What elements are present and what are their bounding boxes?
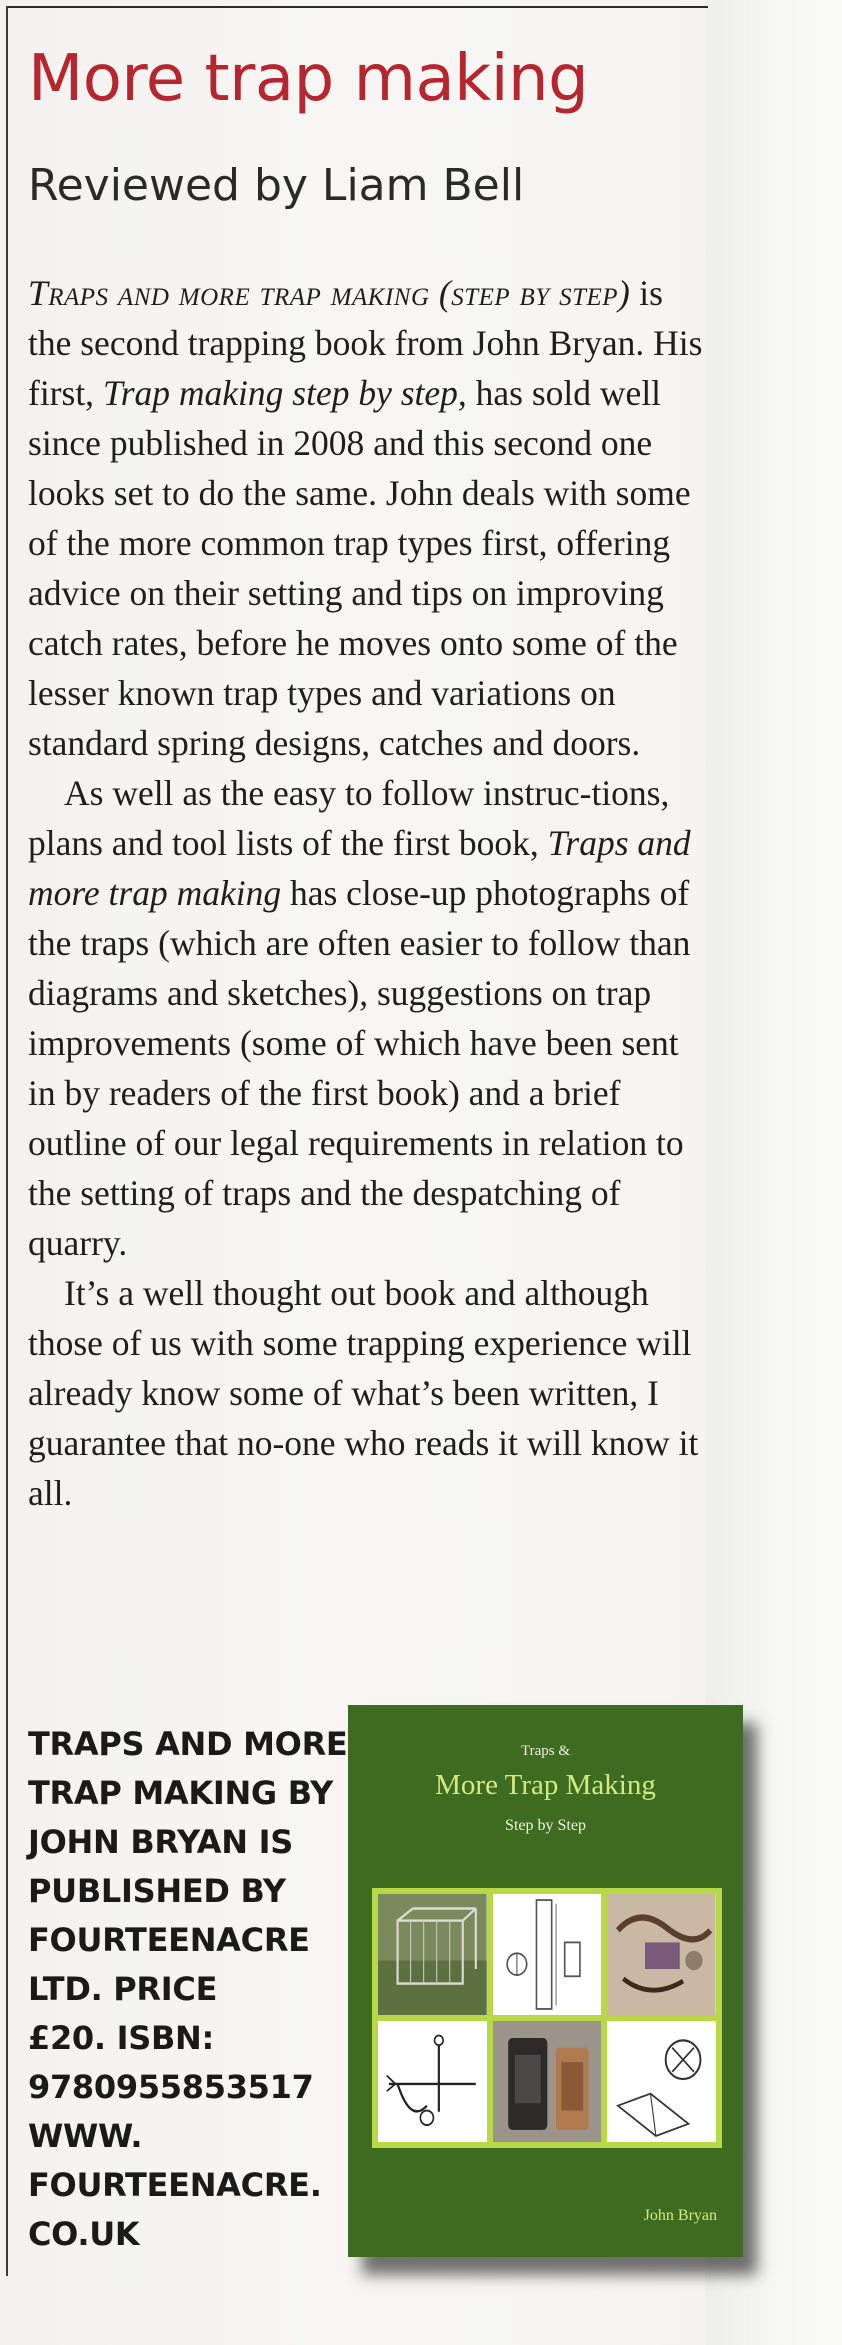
info-line: PUBLISHED BY [28, 1872, 286, 1910]
left-rule [6, 6, 8, 2276]
trap-sketch [607, 2021, 716, 2142]
info-line: £20. ISBN: [28, 2019, 215, 2057]
paragraph-3: It’s a well thought out book and although those of us with some trapping experience will already know some of what’s been written, I guarantee that no-one who reads it will know it all. [28, 1273, 699, 1513]
cage-trap-photo [378, 1894, 487, 2015]
info-line: TRAPS AND MORE [28, 1725, 348, 1763]
book-cover-subtitle: Step by Step [505, 1817, 586, 1834]
article-title: More trap making [28, 42, 589, 116]
info-line: TRAP MAKING BY [28, 1774, 333, 1812]
info-line: FOURTEENACRE [28, 1921, 310, 1959]
publication-info [28, 1720, 348, 2259]
info-line: LTD. PRICE [28, 1970, 218, 2008]
info-line: WWW. [28, 2117, 143, 2155]
article-byline: Reviewed by Liam Bell [28, 160, 525, 211]
spring-trap-drawing [378, 2021, 487, 2142]
paragraph-1-text-a: is the second trapping book from John Bryan. His first, [28, 273, 703, 413]
book-title-lead: Traps and more trap making (step by step) [28, 273, 631, 313]
trap-diagram [493, 1894, 602, 2015]
book-cover [348, 1705, 743, 2257]
tunnel-traps-photo [493, 2021, 602, 2142]
book-cover-pre-title: Traps & [520, 1743, 571, 1759]
trap-parts-photo [607, 1894, 716, 2015]
book-cover-photo-grid [372, 1888, 722, 2148]
top-rule [8, 6, 708, 8]
info-line: FOURTEENACRE. [28, 2166, 322, 2204]
book-cover-author: John Bryan [643, 2207, 717, 2224]
info-line: JOHN BRYAN IS [28, 1823, 293, 1861]
book-cover-title: More Trap Making [435, 1769, 656, 1801]
article-body [28, 268, 706, 1518]
first-book-title: Trap making step by step, [102, 373, 467, 413]
paragraph-1-text-b: has sold well since published in 2008 and this second one looks set to do the same. John deals with some of the more common trap types first, offering advice on their setting and tips on improving catch rates, before he moves onto some of the lesser known trap types and variations on standard spring designs, catches and doors. [28, 373, 691, 763]
paragraph-2-text-b: has close-up photographs of the traps (which are often easier to follow than diagrams and sketches), suggestions on trap improvements (some of which have been sent in by readers of the first book) and a brief outline of our legal requirements in relation to the setting of traps and the despatching of quarry. [28, 873, 691, 1263]
paragraph-2-text-a: As well as the easy to follow instruc-tions, plans and tool lists of the first book, [28, 773, 670, 863]
paragraph-2 [28, 768, 706, 1268]
second-book-title: Traps and more trap making [28, 823, 691, 913]
info-line: CO.UK [28, 2215, 140, 2253]
info-line: 9780955853517 [28, 2068, 314, 2106]
paragraph-1 [28, 268, 706, 768]
